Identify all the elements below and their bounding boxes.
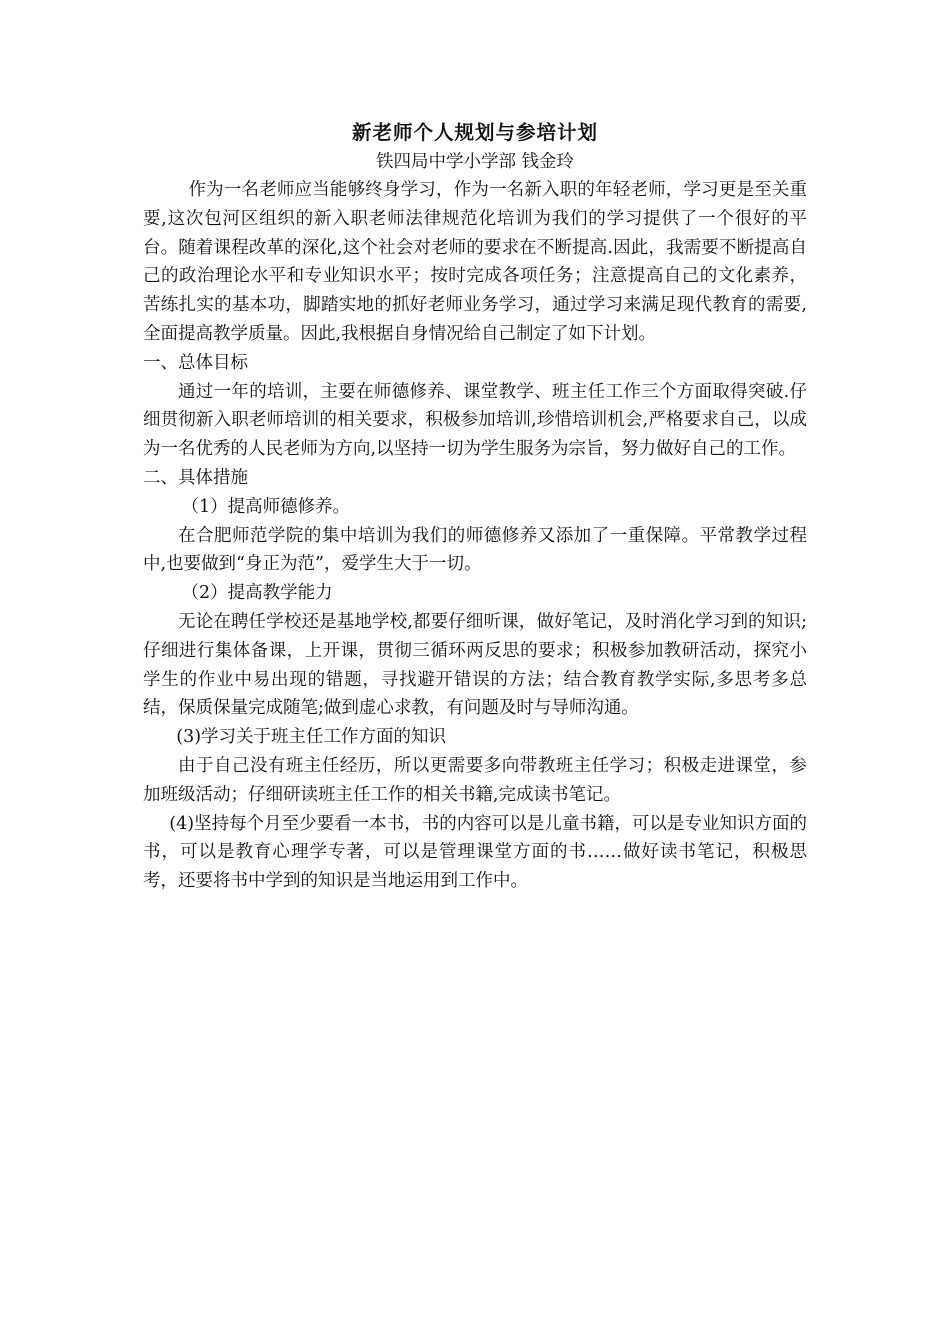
- item3-heading: (3)学习关于班主任工作方面的知识: [176, 727, 447, 748]
- section2-heading: 二、具体措施: [143, 467, 248, 488]
- section1-heading: 一、总体目标: [143, 352, 248, 373]
- item2-heading: （2）提高教学能力: [181, 583, 333, 604]
- item3-body: 由于自己没有班主任经历，所以更需要多向带教班主任学习；积极走进课堂，参加班级活动；仔细研读班主任工作的相关书籍,完成读书笔记。: [143, 755, 807, 805]
- item4-body: (4)坚持每个月至少要看一本书，书的内容可以是儿童书籍，可以是专业知识方面的书，可以是教育心理学专著，可以是管理课堂方面的书……做好读书笔记，积极思考，还要将书中学到的知识是当地运用到工作中。: [143, 813, 807, 892]
- intro-paragraph: 作为一名老师应当能够终身学习，作为一名新入职的年轻老师，学习更是至关重要,这次包河区组织的新入职老师法律规范化培训为我们的学习提供了一个很好的平台。随着课程改革的深化,这个社会对老师的要求在不断提高.因此，我需要不断提高自己的政治理论水平和专业知识水平；按时完成各项任务；注意提高自己的文化素养，苦练扎实的基本功，脚踏实地的抓好老师业务学习，通过学习来满足现代教育的需要,全面提高教学质量。因此,我根据自身情况给自己制定了如下计划。: [143, 180, 807, 344]
- document-page: [143, 118, 807, 896]
- document-title: 新老师个人规划与参培计划: [351, 121, 598, 144]
- section1-body: 通过一年的培训，主要在师德修养、课堂教学、班主任工作三个方面取得突破.仔细贯彻新入职老师培训的相关要求，积极参加培训,珍惜培训机会,严格要求自己，以成为一名优秀的人民老师为方向,以坚持一切为学生服务为宗旨，努力做好自己的工作。: [143, 381, 807, 460]
- item1-body: 在合肥师范学院的集中培训为我们的师德修养又添加了一重保障。平常教学过程中,也要做到“身正为范”，爱学生大于一切。: [143, 525, 807, 575]
- item2-body: 无论在聘任学校还是基地学校,都要仔细听课，做好笔记，及时消化学习到的知识;仔细进行集体备课，上开课，贯彻三循环两反思的要求；积极参加教研活动，探究小学生的作业中易出现的错题，寻找避开错误的方法；结合教育教学实际,多思考多总结，保质保量完成随笔;做到虚心求教，有问题及时与导师沟通。: [143, 611, 807, 719]
- document-author: 铁四局中学小学部 钱金玲: [375, 152, 575, 172]
- item1-heading: （1）提高师德修养。: [181, 496, 351, 517]
